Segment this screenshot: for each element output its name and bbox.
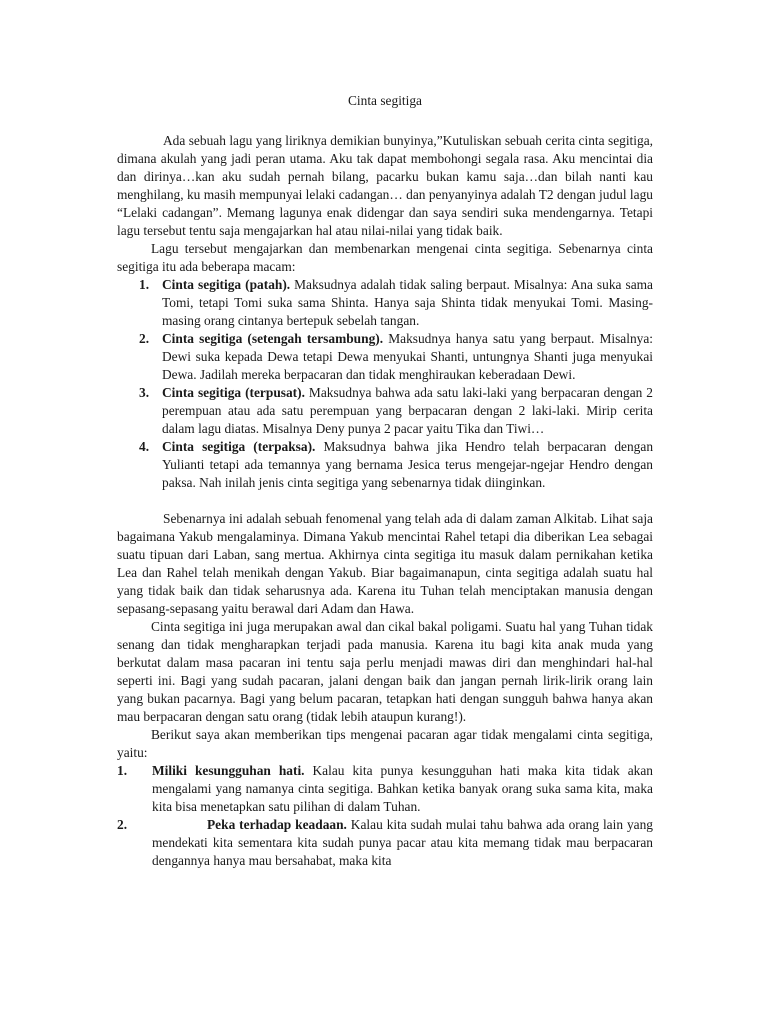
body-paragraph-3: Berikut saya akan memberikan tips mengenai pacaran agar tidak mengalami cinta segitiga, yaitu: [117,727,653,760]
list-number: 3. [139,385,150,400]
list-item [139,276,653,330]
intro-paragraph-1: Ada sebuah lagu yang liriknya demikian bunyinya,”Kutuliskan sebuah cerita cinta segitiga, dimana akulah yang jadi peran utama. Aku tak dapat membohongi segala rasa. Aku mencintai dia dan dirinya…kan aku sudah pernah bilang, pacarku bukan kamu saja…dan bilah nanti kau menghilang, ku masih mempunyai lelaki cadangan… dan penyanyinya adalah T2 dengan judul lagu “Lelaki cadangan”. Memang lagunya enak didengar dan saya sendiri suka mendengarnya. Tetapi lagu tersebut tentu saja mengajarkan hal atau nilai-nilai yang tidak baik. [117,133,653,238]
list-item-text: Kalau kita sudah mulai tahu bahwa ada orang lain yang mendekati kita sementara kita sudah punya pacar atau kita memang tidak mau berpacaran dengannya hanya mau bersahabat, maka kita [152,817,653,868]
list-item-heading: Peka terhadap keadaan. [207,817,347,832]
list-item-text: Kalau kita punya kesungguhan hati maka kita tidak akan mengalami yang namanya cinta segitiga. Bahkan ketika banyak orang suka sama kita, maka kita bisa menetapkan satu pilihan di dalam Tuhan. [152,763,653,814]
body-paragraph-2: Cinta segitiga ini juga merupakan awal dan cikal bakal poligami. Suatu hal yang Tuhan tidak senang dan tidak mengharapkan terjadi pada manusia. Karena itu bagi kita anak muda yang berkutat dalam masa pacaran ini tentu saja perlu menjadi mawas diri dan menghindari hal-hal seperti ini. Bagi yang sudah pacaran, jalani dengan baik dan jangan pernah lirik-lirik orang lain yang bukan pacarnya. Bagi yang belum pacaran, tetapkan hati dengan sungguh bahwa hanya akan mau berpacaran dengan satu orang (tidak lebih ataupun kurang!). [117,619,653,724]
list-item-text: Maksudnya bahwa ada satu laki-laki yang berpacaran dengan 2 perempuan atau ada satu perempuan yang berpacaran dengan 2 laki-laki. Mirip cerita dalam lagu diatas. Misalnya Deny punya 2 pacar yaitu Tika dan Tiwi… [162,385,653,436]
types-list [117,276,653,492]
spacer [117,492,653,510]
body-paragraph-1: Sebenarnya ini adalah sebuah fenomenal yang telah ada di dalam zaman Alkitab. Lihat saja bagaimana Yakub mengalaminya. Dimana Yakub mencintai Rahel tetapi dia diberikan Lea sebagai suatu tipuan dari Laban, sang mertua. Akhirnya cinta segitiga itu masuk dalam pernikahan ketika Lea dan Rahel telah menikah dengan Yakub. Biar bagaimanapun, cinta segitiga adalah suatu hal yang tidak baik dan tidak seharusnya ada. Karena itu Tuhan telah menciptakan manusia dengan sepasang-sepasang yaitu berawal dari Adam dan Hawa. [117,511,653,616]
list-item-heading: Cinta segitiga (setengah tersambung). [162,331,384,346]
tips-list [117,762,653,870]
list-item-indent [152,817,207,832]
list-number: 2. [117,817,128,832]
list-item-text: Maksudnya bahwa jika Hendro telah berpacaran dengan Yulianti tetapi ada temannya yang bernama Jesica terus mengejar-ngejar Hendro dengan paksa. Nah inilah jenis cinta segitiga yang sebenarnya tidak diinginkan. [162,439,654,490]
list-item [139,384,653,438]
list-item-heading: Cinta segitiga (patah). [162,277,291,292]
list-number: 1. [117,763,128,778]
list-item [139,438,654,492]
list-item-heading: Cinta segitiga (terpaksa). [162,439,316,454]
list-item [117,816,653,870]
list-item-text: Maksudnya adalah tidak saling berpaut. Misalnya: Ana suka sama Tomi, tetapi Tomi suka sama Shinta. Hanya saja Shinta tidak menyukai Tomi. Masing-masing orang cintanya bertepuk sebelah tangan. [162,277,653,328]
list-number: 4. [139,439,150,454]
list-item-heading: Cinta segitiga (terpusat). [162,385,305,400]
list-item [117,762,653,816]
list-number: 2. [139,331,150,346]
document-page [117,92,653,870]
document-title: Cinta segitiga [347,93,422,108]
list-number: 1. [139,277,150,292]
list-item [139,330,653,384]
list-item-text: Maksudnya hanya satu yang berpaut. Misalnya: Dewi suka kepada Dewa tetapi Dewa menyukai Shanti, untungnya Shanti juga menyukai Dewa. Jadilah mereka berpacaran dan tidak menghiraukan keberadaan Dewi. [162,331,653,382]
list-item-heading: Miliki kesungguhan hati. [152,763,305,778]
intro-paragraph-2: Lagu tersebut mengajarkan dan membenarkan mengenai cinta segitiga. Sebenarnya cinta segitiga itu ada beberapa macam: [117,241,653,274]
